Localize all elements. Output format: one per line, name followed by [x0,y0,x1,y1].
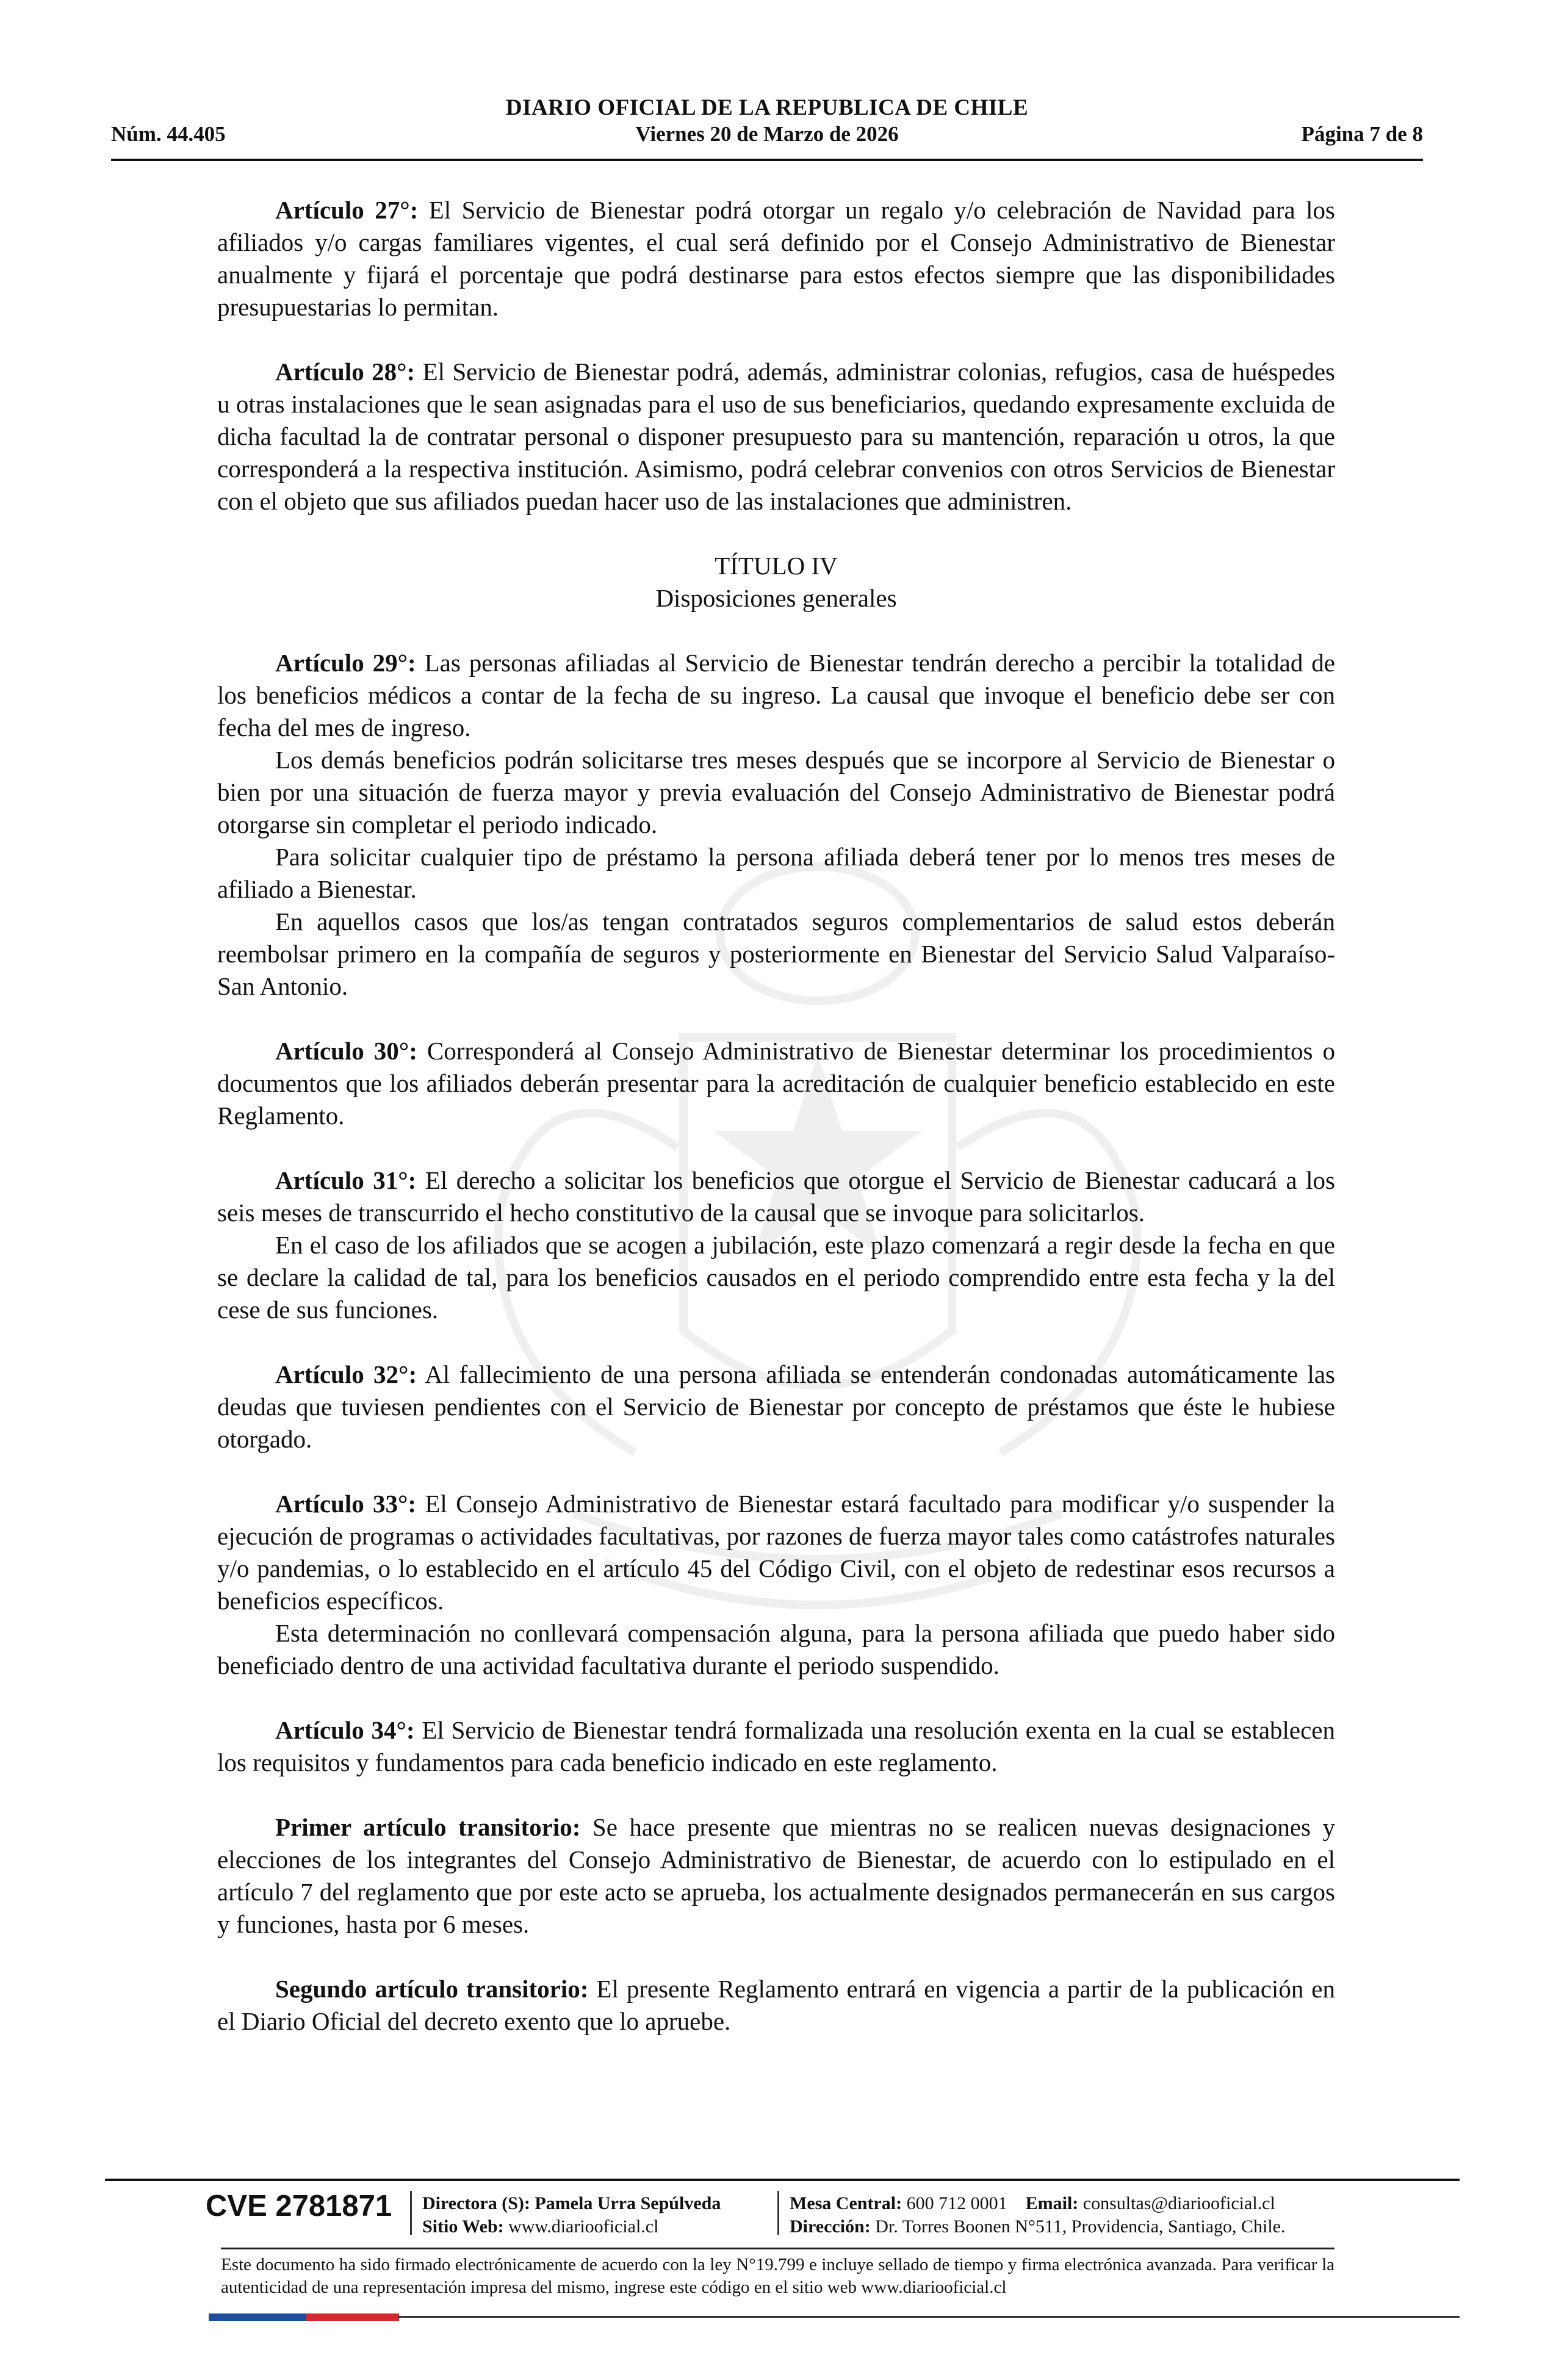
cve-code: CVE 2781871 [206,2190,392,2223]
phone-value: 600 712 0001 [902,2193,1007,2213]
title-number: TÍTULO IV [715,552,838,580]
transitory-article-2 [217,1973,1335,2038]
article-34 [217,1714,1335,1779]
article-heading: Artículo 27°: [275,196,419,224]
article-heading: Artículo 30°: [275,1037,417,1065]
article-heading: Artículo 33°: [275,1490,417,1518]
publication-title: DIARIO OFICIAL DE LA REPUBLICA DE CHILE [505,95,1029,120]
article-heading: Artículo 32°: [275,1360,417,1388]
address-value: Dr. Torres Boonen N°511, Providencia, Santiago, Chile. [870,2216,1286,2237]
article-33 [217,1488,1335,1617]
section-title [217,550,1335,615]
footer-top-rule [105,2179,1460,2181]
footer-contact-block [790,2192,1286,2238]
footer-separator [221,2248,1334,2249]
article-text: Corresponderá al Consejo Administrativo de Bienestar determinar los procedimientos o documentos que los afiliados deberán presentar para la acreditación de cualquier beneficio establecido en este Reglamento. [217,1037,1335,1130]
article-27 [217,194,1335,323]
article-text: Las personas afiliadas al Servicio de Bienestar tendrán derecho a percibir la totalidad de los beneficios médicos a contar de la fecha de su ingreso. La causal que invoque el beneficio debe ser con fecha del mes de ingreso. [217,649,1335,741]
document-body [217,194,1335,2038]
director-label: Directora (S): Pamela Urra Sepúlveda [422,2193,721,2213]
article-text: Al fallecimiento de una persona afiliada se entenderán condonadas automáticamente las deudas que tuviesen pendientes con el Servicio de Bienestar por concepto de préstamos que éste le hubiese otorgado. [217,1360,1335,1453]
footer-divider [410,2191,412,2235]
footer-director-block [422,2192,721,2238]
email-link[interactable]: consultas@diariooficial.cl [1078,2193,1275,2213]
article-heading: Artículo 34°: [275,1716,415,1744]
website-link[interactable]: www.diariooficial.cl [503,2216,659,2237]
page-number: Página 7 de 8 [1301,122,1423,146]
email-label: Email: [1025,2193,1079,2213]
website-label: Sitio Web: [422,2216,504,2237]
article-31-paragraph-2: En el caso de los afiliados que se acogen a jubilación, este plazo comenzará a regir desde la fecha en que se declare la calidad de tal, para los beneficios causados en el periodo comprendido entre esta fecha y la del cese de sus funciones. [217,1231,1335,1324]
article-31 [217,1164,1335,1229]
article-heading: Artículo 31°: [275,1166,417,1194]
article-text: El Servicio de Bienestar podrá otorgar un regalo y/o celebración de Navidad para los afiliados y/o cargas familiares vigentes, el cual será definido por el Consejo Administrativo de Bienestar anualmente y fijará el porcentaje que podrá destinarse para estos efectos siempre que las disponibilidades presupuestarias lo permitan. [217,196,1335,321]
article-29 [217,647,1335,744]
signature-notice: Este documento ha sido firmado electrónicamente de acuerdo con la ley N°19.799 e incluye sellado de tiempo y firma electrónica avanzada. Para verificar la autenticidad de una representación impresa del mismo, ingrese este código en el sitio web www.diariooficial.cl [221,2255,1334,2297]
article-heading: Segundo artículo transitorio: [275,1975,589,2003]
footer-divider [777,2191,779,2235]
article-heading: Primer artículo transitorio: [275,1813,581,1841]
article-text: El Servicio de Bienestar tendrá formalizada una resolución exenta en la cual se establecen los requisitos y fundamentos para cada beneficio indicado en este reglamento. [217,1716,1335,1776]
phone-label: Mesa Central: [790,2193,902,2213]
article-text: El presente Reglamento entrará en vigencia a partir de la publicación en el Diario Oficial del decreto exento que lo apruebe. [217,1975,1336,2035]
article-32 [217,1358,1335,1455]
article-text: El derecho a solicitar los beneficios que otorgue el Servicio de Bienestar caducará a los seis meses de transcurrido el hecho constitutivo de la causal que se invoque para solicitarlos. [217,1166,1335,1227]
title-name: Disposiciones generales [655,584,897,612]
article-heading: Artículo 28°: [275,358,416,386]
article-33-paragraph-2: Esta determinación no conllevará compensación alguna, para la persona afiliada que puedo haber sido beneficiado dentro de una actividad facultativa durante el periodo suspendido. [217,1619,1335,1679]
article-text: El Consejo Administrativo de Bienestar estará facultado para modificar y/o suspender la ejecución de programas o actividades facultativas, por razones de fuerza mayor tales como catástrofes naturales y/o pandemias, o lo establecido en el artículo 45 del Código Civil, con el objeto de redestinar esos recursos a beneficios específicos. [217,1490,1335,1615]
issue-number: Núm. 44.405 [111,122,226,146]
article-30 [217,1035,1335,1132]
article-29-paragraph-2: Los demás beneficios podrán solicitarse tres meses después que se incorpore al Servicio de Bienestar o bien por una situación de fuerza mayor y previa evaluación del Consejo Administrativo de Bienestar podrá otorgarse sin completar el periodo indicado. [217,746,1335,838]
flag-bar-blue [209,2313,306,2321]
page-header [111,92,1423,161]
article-29-paragraph-3: Para solicitar cualquier tipo de préstamo la persona afiliada deberá tener por lo menos tres meses de afiliado a Bienestar. [217,843,1335,903]
article-29-paragraph-4: En aquellos casos que los/as tengan contratados seguros complementarios de salud estos deberán reembolsar primero en la compañía de seguros y posteriormente en Bienestar del Servicio Salud Valparaíso-San Antonio. [217,907,1335,1000]
article-28 [217,356,1335,517]
article-text: Se hace presente que mientras no se realicen nuevas designaciones y elecciones de los integrantes del Consejo Administrativo de Bienestar, de acuerdo con lo estipulado en el artículo 7 del reglamento que por este acto se aprueba, los actualmente designados permanecerán en sus cargos y funciones, hasta por 6 meses. [217,1813,1335,1938]
article-heading: Artículo 29°: [275,649,416,677]
footer-bottom-rule [398,2316,1460,2318]
publication-date: Viernes 20 de Marzo de 2026 [635,122,899,146]
article-text: El Servicio de Bienestar podrá, además, administrar colonias, refugios, casa de huéspedes u otras instalaciones que le sean asignadas para el uso de sus beneficiarios, quedando expresamente excluida de dicha facultad la de contratar personal o disponer presupuesto para su mantención, reparación u otros, la que corresponderá a la respectiva institución. Asimismo, podrá celebrar convenios con otros Servicios de Bienestar con el objeto que sus afiliados puedan hacer uso de las instalaciones que administren. [217,358,1335,515]
transitory-article-1 [217,1811,1335,1941]
address-label: Dirección: [790,2216,871,2237]
flag-bar-red [306,2313,399,2321]
